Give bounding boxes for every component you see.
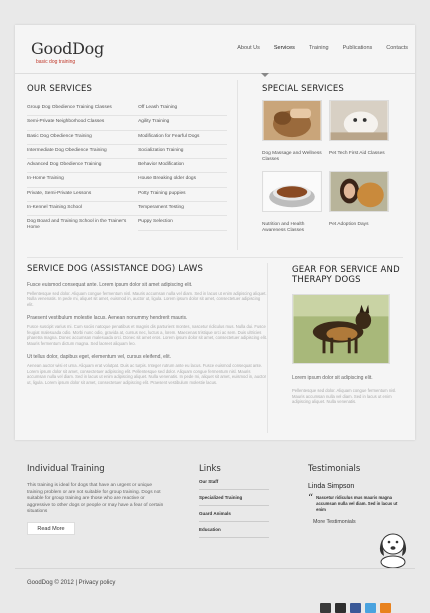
first-aid-photo[interactable] [329, 100, 389, 141]
social-icons [320, 603, 395, 613]
main-card [15, 25, 415, 440]
section-divider [27, 257, 403, 258]
main-nav [230, 45, 415, 51]
our-services-title: OUR SERVICES [27, 84, 93, 94]
service-link[interactable]: Puppy Selection [138, 216, 227, 230]
special-service-item[interactable] [329, 171, 395, 238]
read-more-button[interactable]: Read More [27, 522, 75, 535]
law-paragraph-body: Fusce suscipit varius mi. Cum sociis natoque penatibus et magnis dis parturient montes, nascetur ridiculus mus. Nulla dui. Fusce feugiat malesuada odio. Morbi nunc odio, gravida at, cursus nec, luctus a, lorem. Maecenas tristique orci ac sem. Duis ultricies pharetra magna. Donec accumsan malesuada orci. Donec sit amet eros. Lorem ipsum dolor sit amet, consectetuer adipiscing elit. Mauris fermentum dictum magna. Sed laoreet aliquam leo. [27, 323, 267, 346]
special-service-item[interactable] [262, 171, 328, 238]
service-link[interactable]: Private, Semi-Private Lessons [27, 188, 138, 202]
section-divider [237, 80, 238, 250]
law-paragraph-lead: Fusce euismod consequat ante. Lorem ipsum dolor sit amet adipiscing elit. [27, 282, 193, 288]
service-link[interactable]: Agility Training [138, 116, 227, 130]
plus-icon[interactable] [320, 603, 331, 613]
logo-tagline: basic dog training [36, 59, 76, 65]
individual-training-title: Individual Training [27, 464, 105, 474]
nav-publications[interactable]: Publications [342, 45, 373, 51]
gear-lead: Lorem ipsum dolor sit adipiscing elit. [292, 375, 373, 381]
law-paragraph-body: Pellentesque sed dolor. Aliquam congue fermentum nisl. Mauris accumsan nulla vel diam. Sed in lacus ut enim adipiscing aliquet. Nulla venenatis. In pede mi, aliquet sit amet, euismod in, auctor ut, ligula. Lorem ipsum dolor sit amet, consectetuer adipiscing elit. [27, 290, 267, 307]
nav-active-indicator [261, 73, 269, 77]
footer-links [199, 464, 269, 538]
special-service-caption[interactable]: Pet Adoption Days [329, 222, 369, 227]
service-link[interactable]: Modification for Fearful Dogs [138, 131, 227, 145]
service-link[interactable]: In-Home Training [27, 173, 138, 187]
special-services-title: SPECIAL SERVICES [262, 84, 345, 94]
links-title: Links [199, 464, 221, 474]
testimonials [308, 464, 418, 525]
special-service-item[interactable] [262, 100, 328, 167]
flickr-icon[interactable] [335, 603, 346, 613]
law-paragraph-body: Aenean auctor wisi et urna. Aliquam erat volutpat. Duis ac turpis. Integer rutrum ante eu lacus. Fusce euismod consequat ante. Lorem ipsum dolor sit amet, consectetuer adipiscing elit. Pellentesque sed dolor. Aliquam congue fermentum nisl. Mauris accumsan nulla vel diam. Sed in lacus ut enim adipiscing aliquet. Nulla venenatis. In pede mi, aliquet sit amet, euismod in, auctor ut, ligula. Lorem ipsum dolor sit amet, consectetuer adipiscing elit. Praesent vestibulum molestie lacus. [27, 362, 267, 385]
testimonials-title: Testimonials [308, 464, 361, 474]
service-link[interactable]: Temperament Testing [138, 202, 227, 216]
nav-services[interactable]: Services [273, 45, 295, 51]
services-column-1 [27, 102, 138, 240]
service-link[interactable]: Group Dog Obedience Training Classes [27, 102, 138, 116]
more-testimonials-link[interactable]: More Testimonials [313, 519, 356, 526]
german-shepherd-photo [292, 294, 390, 364]
logo[interactable] [31, 39, 104, 65]
dog-massage-photo[interactable] [262, 100, 322, 141]
section-divider [267, 263, 268, 433]
nav-training[interactable]: Training [308, 45, 329, 51]
service-link[interactable]: Semi-Private Neighborhood Classes [27, 116, 138, 130]
service-link[interactable]: Advanced Dog Obedience Training [27, 159, 138, 173]
service-dog-laws-title: SERVICE DOG (ASSISTANCE DOG) LAWS [27, 264, 204, 274]
footer-link-guard-animals[interactable]: Guard Animals [199, 506, 269, 522]
copyright: GoodDog © 2012 | Privacy policy [27, 580, 116, 586]
dog-food-bowl-photo[interactable] [262, 171, 322, 212]
footer-link-our-staff[interactable]: Our Staff [199, 474, 269, 490]
testimonial-quote: Nascetur ridiculus mus mauris magna accumsan nulla vel diam. Sed in lacus ut enim [316, 495, 398, 512]
footer-link-education[interactable]: Education [199, 522, 269, 538]
gear-section [292, 265, 407, 405]
special-service-caption[interactable]: Nutrition and Health Awareness Classes [262, 222, 305, 233]
rss-icon[interactable] [380, 603, 391, 613]
special-services-section [262, 84, 412, 242]
service-link[interactable]: Off Leash Training [138, 102, 227, 116]
law-paragraph-lead: Praesent vestibulum molestie lacus. Aenean nonummy hendrerit mauris. [27, 315, 188, 322]
special-service-caption[interactable]: Dog Massage and Wellness Classes [262, 151, 322, 162]
facebook-icon[interactable] [350, 603, 361, 613]
gear-body: Pellentesque sed dolor. Aliquam congue fermentum nisl. Mauris accumsan nulla vel diam. Sed in lacus ut enim adipiscing aliquet. Nulla venenatis. [292, 388, 397, 405]
quote-icon: “ [308, 493, 314, 504]
service-link[interactable]: Basic Dog Obedience Training [27, 131, 138, 145]
nav-about-us[interactable]: About Us [237, 45, 260, 51]
law-paragraph-lead: Ut tellus dolor, dapibus eget, elementum vel, cursus eleifend, elit. [27, 354, 171, 361]
nav-contacts[interactable]: Contacts [386, 45, 408, 51]
individual-training-text: This training is ideal for dogs that have an urgent or unique training problem or are not suitable for group training. Dogs not suitable for group training are those who are reactive or aggressive to other dogs or people or may have a fear of certain situations [27, 483, 164, 515]
twitter-icon[interactable] [365, 603, 376, 613]
service-dog-laws-section [27, 264, 267, 385]
service-link[interactable]: Potty Training puppies [138, 188, 227, 202]
logo-text: GoodDog [31, 39, 104, 58]
footer-link-specialized-training[interactable]: Specialized Training [199, 490, 269, 506]
services-column-2 [138, 102, 227, 240]
service-link[interactable]: Intermediate Dog Obedience Training [27, 145, 138, 159]
individual-training [27, 464, 167, 535]
pet-adoption-photo[interactable] [329, 171, 389, 212]
special-service-caption[interactable]: Pet Tech First Aid Classes [329, 151, 385, 156]
footer [0, 440, 430, 613]
nav-divider [15, 73, 415, 74]
service-link[interactable]: Socialization Training [138, 145, 227, 159]
special-service-item[interactable] [329, 100, 395, 167]
service-link[interactable]: Behavior Modification [138, 159, 227, 173]
service-link[interactable]: In-Kennel Training School [27, 202, 138, 216]
service-link[interactable]: Dog Board and Training School in the Trainer's Home [27, 219, 127, 230]
service-link[interactable]: House Breaking older dogs [138, 173, 227, 187]
our-services-section [27, 84, 227, 240]
gear-title: GEAR FOR SERVICE AND THERAPY DOGS [292, 265, 400, 285]
testimonial-author: Linda Simpson [308, 483, 355, 490]
dog-sketch-icon [376, 530, 410, 570]
footer-divider [15, 568, 415, 569]
